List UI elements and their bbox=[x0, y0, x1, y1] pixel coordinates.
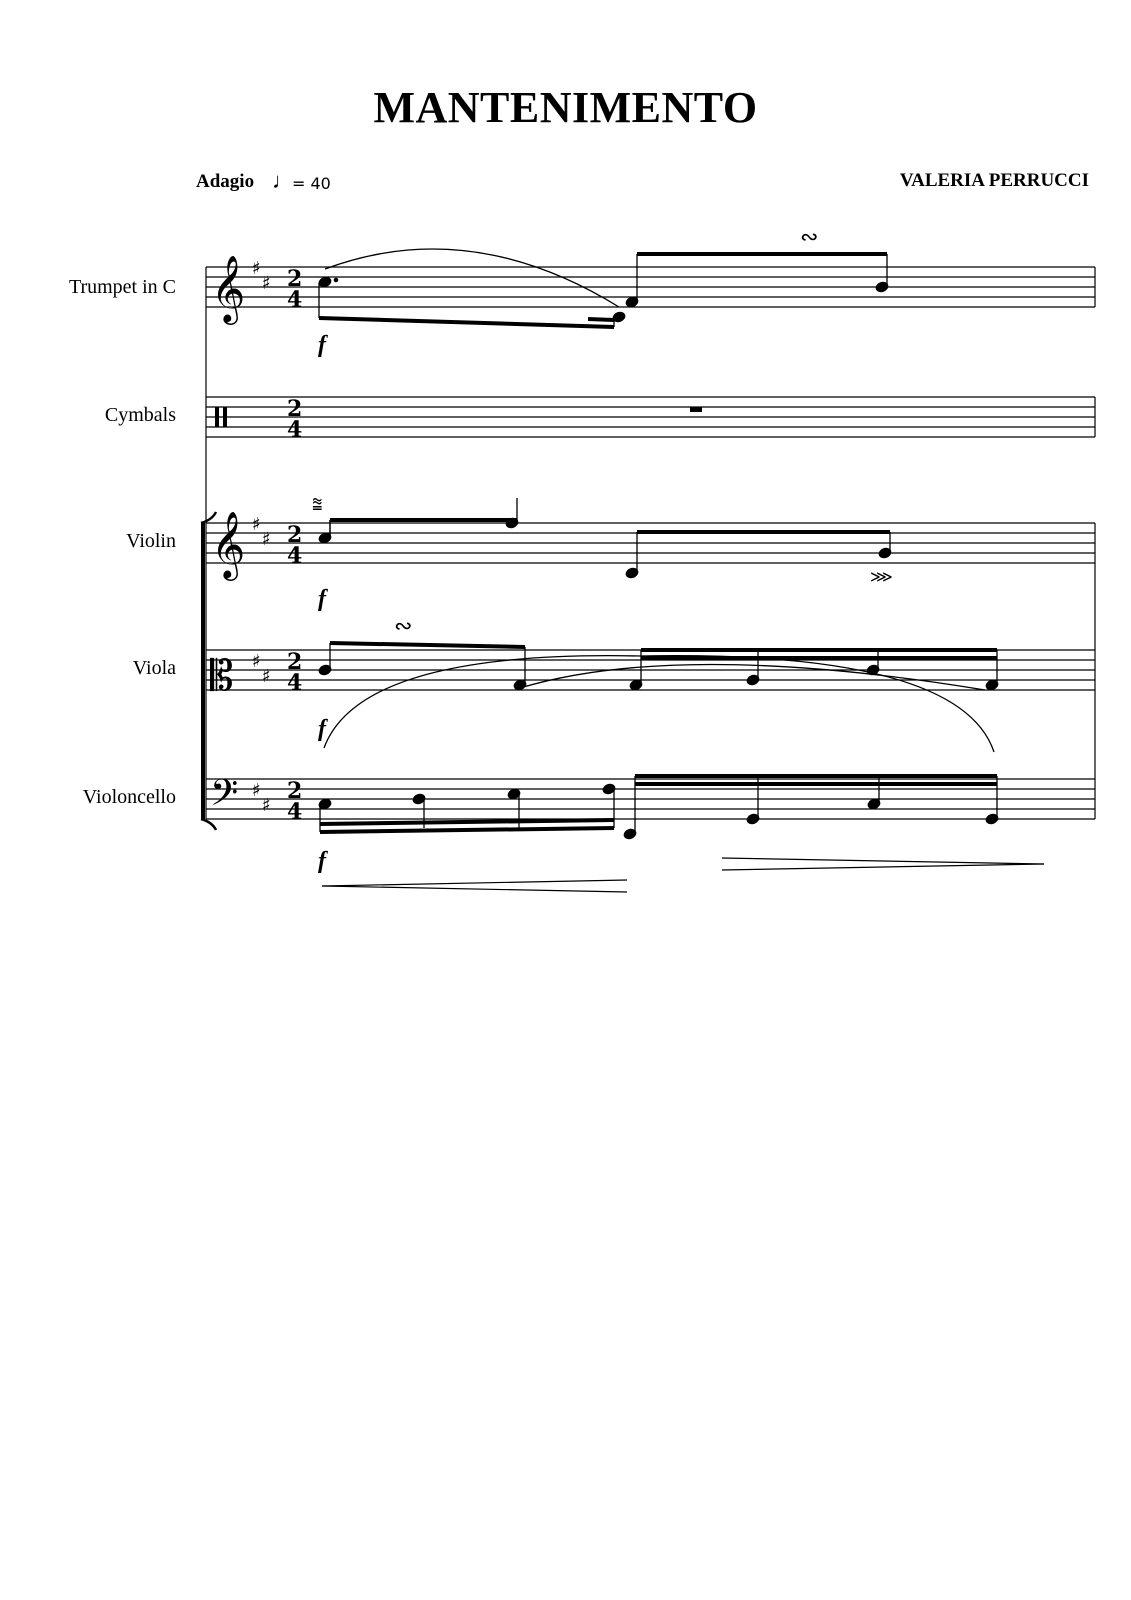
treble-clef-icon: 𝄞 bbox=[211, 510, 246, 578]
violin-notes bbox=[318, 498, 892, 579]
staff-violin bbox=[206, 523, 1095, 563]
tempo-bpm: = 40 bbox=[292, 174, 331, 193]
svg-text:♯: ♯ bbox=[262, 666, 271, 687]
svg-text:♯: ♯ bbox=[262, 795, 271, 816]
turn-ornament-icon: ∾ bbox=[394, 614, 413, 639]
decrescendo-hairpin bbox=[722, 858, 1044, 870]
score-title: MANTENIMENTO bbox=[373, 83, 758, 132]
turn-ornament-icon: ∾ bbox=[800, 225, 819, 250]
svg-text:2: 2 bbox=[287, 778, 303, 804]
svg-text:♯: ♯ bbox=[252, 514, 261, 535]
svg-text:2: 2 bbox=[287, 649, 303, 675]
svg-text:4: 4 bbox=[287, 417, 303, 443]
whole-rest bbox=[690, 407, 702, 412]
composer-name: VALERIA PERRUCCI bbox=[899, 170, 1089, 191]
dynamic-viola: f bbox=[318, 716, 326, 742]
cello-notes bbox=[318, 776, 999, 840]
svg-text:4: 4 bbox=[287, 799, 303, 825]
trumpet-notes bbox=[318, 249, 889, 327]
svg-text:4: 4 bbox=[287, 287, 303, 313]
slur bbox=[325, 249, 619, 307]
svg-text:♯: ♯ bbox=[262, 529, 271, 550]
tempo-marking: Adagio bbox=[196, 171, 255, 192]
treble-clef-icon: 𝄞 bbox=[211, 254, 246, 322]
crescendo-hairpin bbox=[322, 880, 627, 892]
quarter-note-icon: ♩ bbox=[272, 168, 294, 193]
dynamic-trumpet: f bbox=[318, 332, 326, 358]
staff-cymbals bbox=[206, 397, 1095, 437]
svg-text:♯: ♯ bbox=[262, 273, 271, 294]
svg-text:♯: ♯ bbox=[252, 780, 261, 801]
svg-text:2: 2 bbox=[287, 522, 303, 548]
instrument-label-cymbals: Cymbals bbox=[104, 404, 176, 426]
note bbox=[318, 276, 332, 289]
bass-clef-icon: 𝄢 bbox=[210, 772, 239, 823]
alto-clef-icon: 𝄡 bbox=[210, 651, 234, 700]
svg-text:4: 4 bbox=[287, 670, 303, 696]
instrument-label-trumpet: Trumpet in C bbox=[68, 276, 176, 298]
time-signature bbox=[287, 266, 302, 825]
svg-text:4: 4 bbox=[287, 543, 303, 569]
instrument-label-cello: Violoncello bbox=[82, 786, 176, 808]
instrument-label-viola: Viola bbox=[132, 657, 176, 679]
svg-text:2: 2 bbox=[287, 266, 303, 292]
dynamic-violin: f bbox=[318, 586, 326, 612]
svg-text:♯: ♯ bbox=[252, 258, 261, 279]
trill-ornament-icon: ⋙ bbox=[870, 567, 893, 586]
instrument-label-violin: Violin bbox=[126, 530, 176, 552]
key-signature bbox=[252, 258, 271, 816]
svg-text:♯: ♯ bbox=[252, 651, 261, 672]
svg-text:2: 2 bbox=[287, 396, 303, 422]
staff-trumpet bbox=[206, 267, 1095, 307]
dynamic-cello: f bbox=[318, 848, 326, 874]
mordent-icon: ⩰ bbox=[312, 494, 323, 515]
